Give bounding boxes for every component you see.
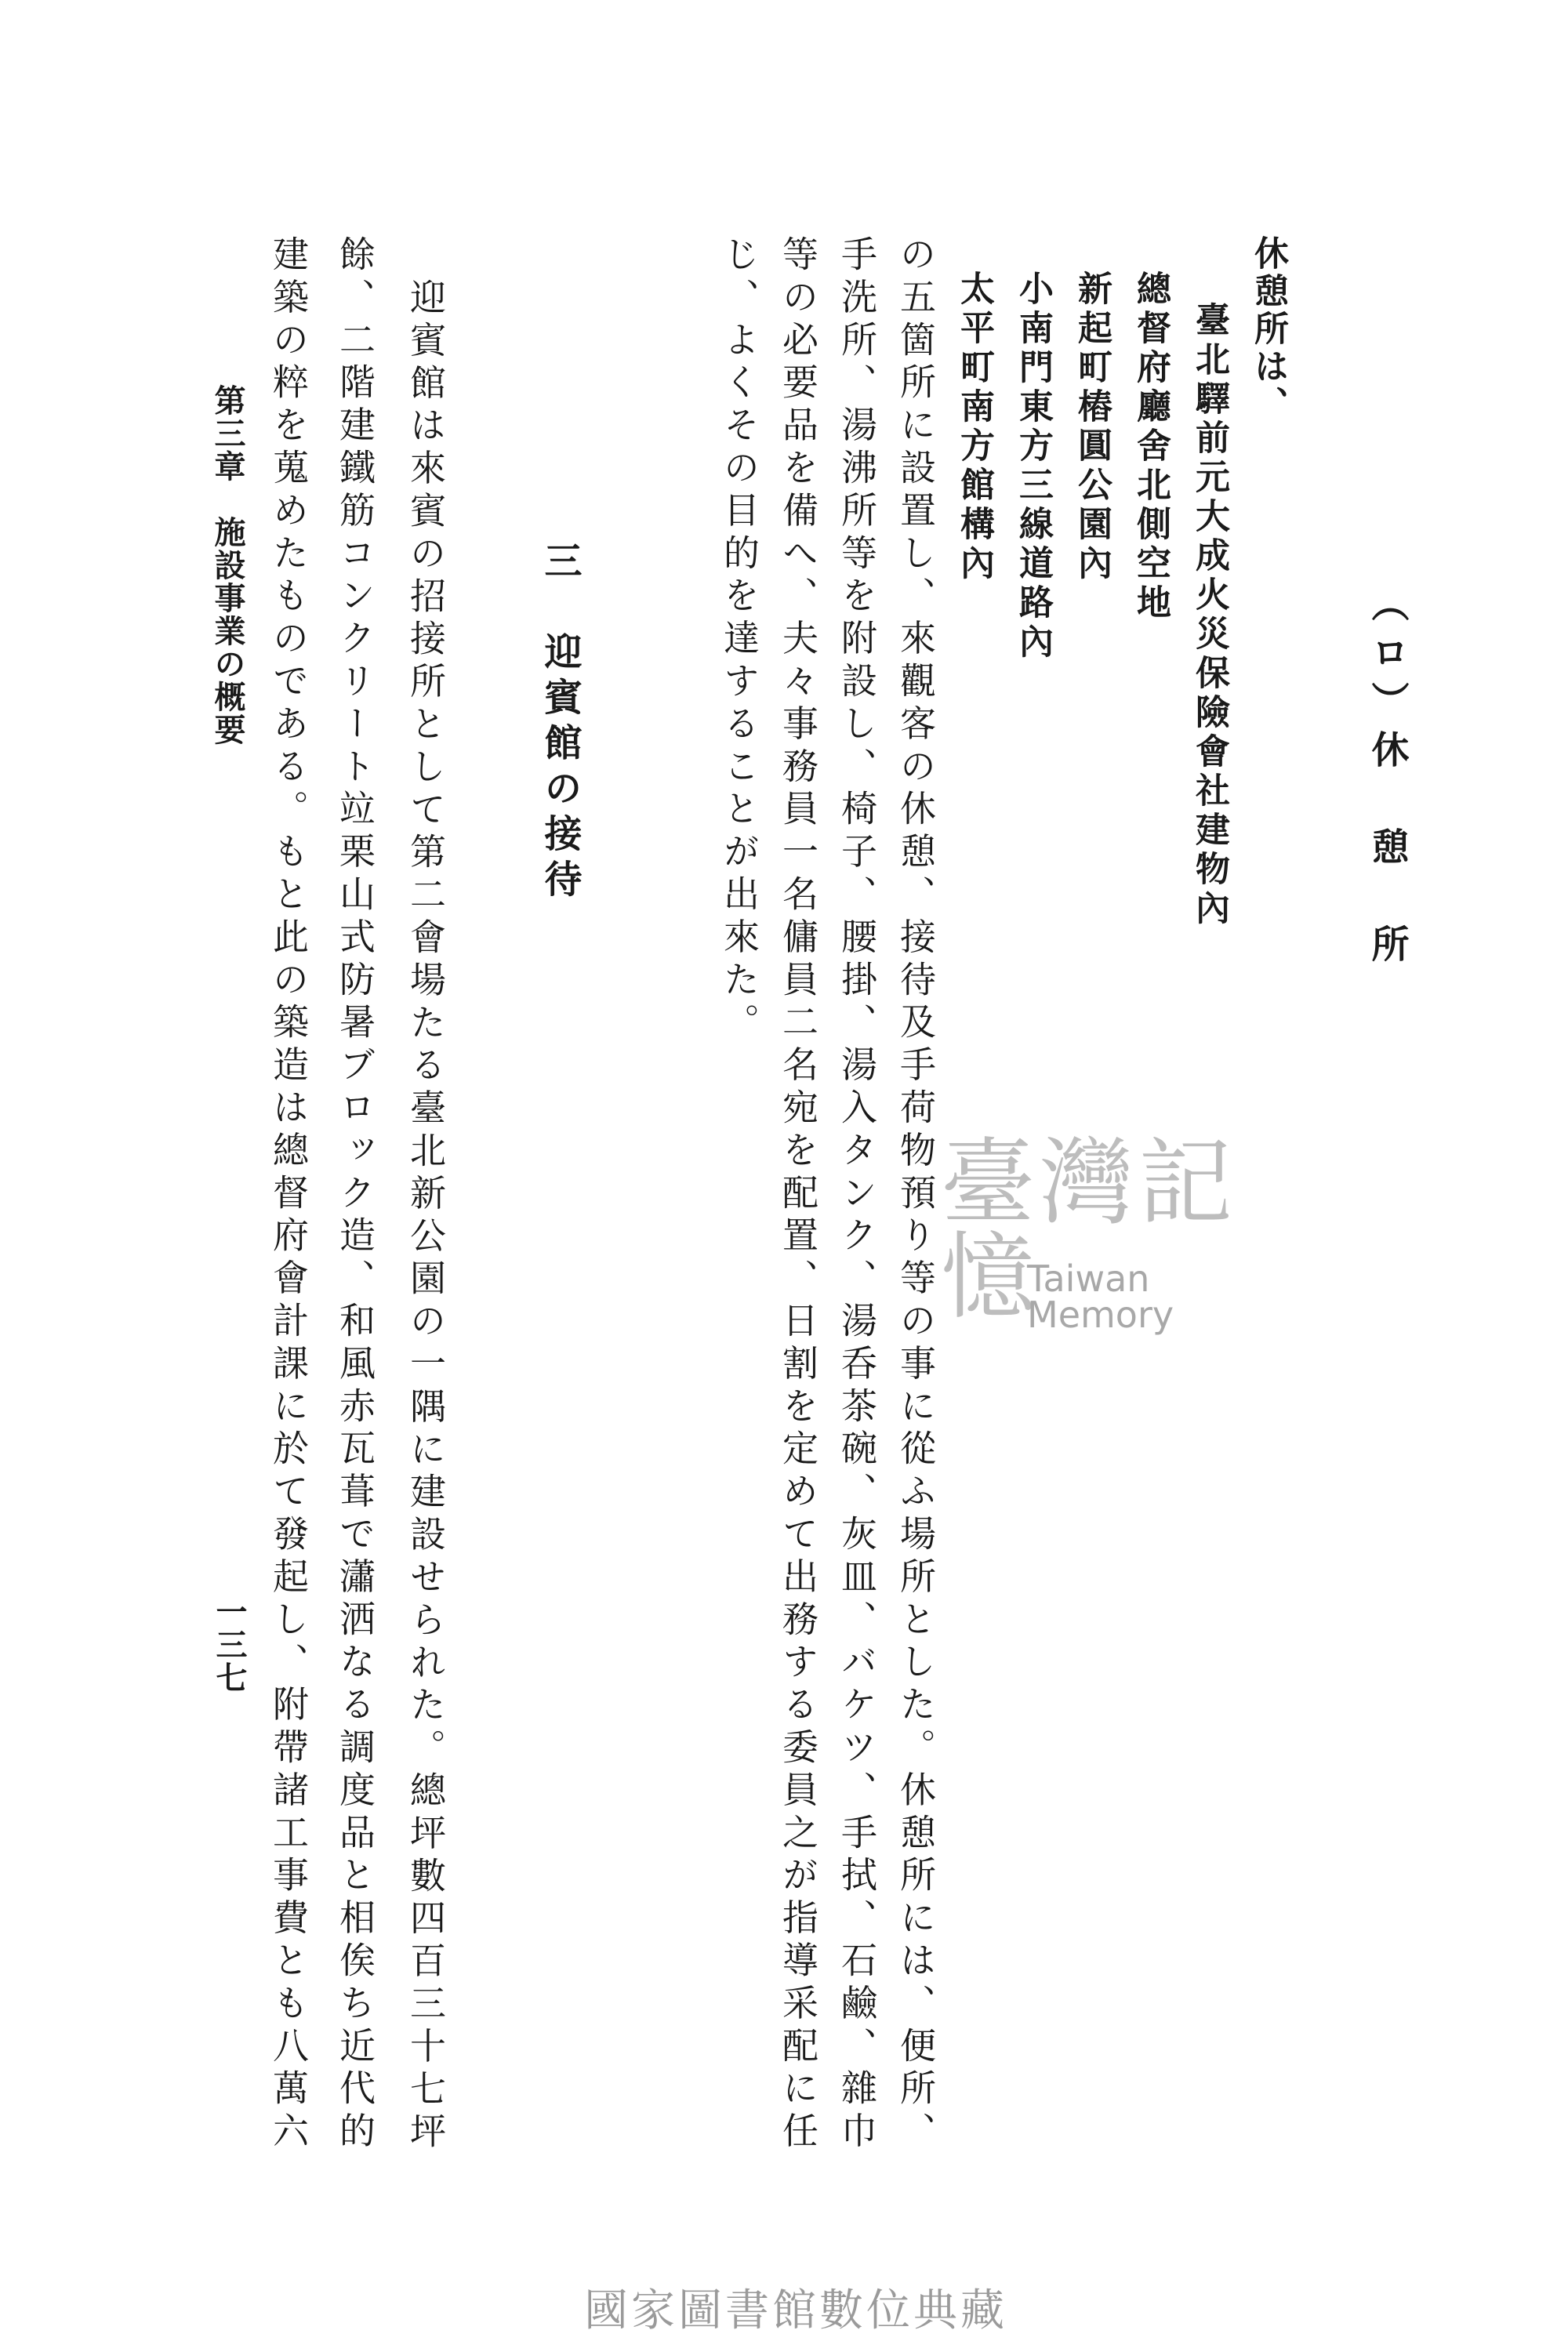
footer-chapter: 第三章 施設事業の概要 [209,384,246,746]
paragraph2-col-1: 迎賓館は來賓の招接所として第二會場たる臺北新公園の一隅に建設せられた。總坪數四百三十七坪 [405,278,447,2155]
section-heading-ro: （ロ）休 憩 所 [1365,584,1409,973]
location-item-3: 新起町樁圓公園內 [1072,270,1112,584]
location-item-5: 太平町南方館構內 [954,270,994,584]
location-item-4: 小南門東方三線道路內 [1013,270,1053,662]
paragraph1-col-2: 手洗所、湯沸所等を附設し、椅子、腰掛、湯入タンク、湯呑茶碗、灰皿、バケツ、手拭、石鹼、雜巾 [836,235,878,2154]
paragraph2-col-2: 餘、二階建鐵筋コンクリート竝栗山式防暑ブロック造、和風赤瓦葺で瀟洒なる調度品と相俟ち近代的 [334,235,376,2154]
location-item-2: 總督府廳舍北側空地 [1131,270,1171,623]
intro-line: 休憩所は、 [1248,235,1288,423]
paragraph1-col-4: じ、よくその目的を達することが出來た。 [718,235,760,1046]
paragraph1-col-1: の五箇所に設置し、來觀客の休憩、接待及手荷物預り等の事に從ふ場所とした。休憩所には、便所、 [895,235,937,2154]
location-item-1: 臺北驛前元大成火災保險會社建物內 [1189,302,1229,929]
paragraph2-col-3: 建築の粹を蒐めたものである。もと此の築造は總督府會計課に於て發起し、附帶諸工事費とも八萬六 [267,235,310,2154]
paragraph1-col-3: 等の必要品を備へ、夫々事務員一名傭員二名宛を配置、日割を定めて出務する委員之が指導采配に任 [777,235,819,2154]
taiwan-memory-watermark [941,1129,1301,1372]
section-heading-3: 三 迎賓館の接待 [538,541,582,905]
footer-page-number: 一三七 [211,1595,248,1694]
watermark-text: 臺灣記憶 [941,1129,1237,1332]
library-mark: 國家圖書館數位典藏 [584,2285,1007,2336]
watermark-subtitle: Taiwan Memory [1027,1258,1174,1336]
